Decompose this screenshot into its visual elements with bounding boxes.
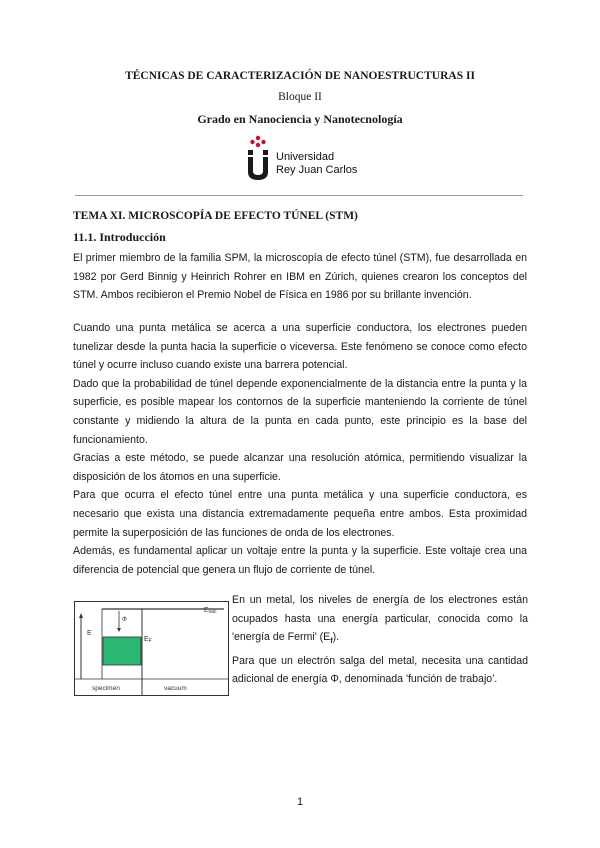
body-paragraph-block [73,319,527,579]
figure-frame [75,602,229,696]
specimen-label: specimen [92,685,120,692]
paragraph: Dado que la probabilidad de túnel depende exponencialmente de la distancia entre la punta y la superficie, es posible mapear los contornos de la superficie manteniendo la corriente de túnel constante y midiendo la altura de la punta en cada punto, este principio es la base del funcionamiento. [73,377,527,446]
section-title: 11.1. Introducción [73,230,166,244]
university-line-1: Universidad [276,151,335,163]
paragraph: Gracias a este método, se puede alcanzar una resolución atómica, permitiendo visualizar la disposición de los átomos en una superficie. [73,452,527,483]
energy-level-diagram [74,601,229,696]
chapter-title: TEMA XI. MICROSCOPÍA DE EFECTO TÚNEL (STM) [73,210,358,222]
e-vac-sub: vac [208,609,217,615]
paragraph [232,591,528,652]
university-name [276,151,357,177]
phi-label: Φ [122,617,127,623]
vacuum-label: vacuum [164,685,187,692]
fermi-text: En un metal, los niveles de energía de los electrones están ocupados hasta una energía particular, conocida como la 'energía de Fermi' (E [232,594,528,644]
fermi-explanation [232,591,528,689]
header-divider [75,195,523,196]
paragraph: Para que un electrón salga del metal, necesita una cantidad adicional de energía Φ, denominada 'función de trabajo'. [232,654,528,686]
university-logo [243,135,373,181]
university-line-2: Rey Juan Carlos [276,164,358,176]
degree-title: Grado en Nanociencia y Nanotecnología [197,112,403,126]
paragraph: El primer miembro de la familia SPM, la microscopía de efecto túnel (STM), fue desarrollada en 1982 por Gerd Binnig y Heinrich Rohrer en IBM en Zúrich, quienes crearon los conceptos del STM. Ambos recibieron el Premio Nobel de Física en 1986 por su brillante invención. [73,252,527,302]
fermi-level-label [144,636,152,644]
paragraph: Además, es fundamental aplicar un voltaje entre la punta y la superficie. Este voltaje crea una diferencia de potencial que genera un flujo de corriente de túnel. [73,545,527,576]
filled-states [103,637,141,665]
vacuum-level-label [204,607,217,615]
fermi-subscript: f [330,638,333,646]
intro-paragraph-block [73,249,527,305]
paragraph: Cuando una punta metálica se acerca a una superficie conductora, los electrones pueden tunelizar desde la punta hacia la superficie o viceversa. Este fenómeno se conoce como efecto túnel y ocurre incluso cuando existe una barrera potencial. [73,322,527,372]
course-title: TÉCNICAS DE CARACTERIZACIÓN DE NANOESTRUCTURAS II [125,70,475,82]
e-vac-letter: E [204,607,209,614]
axis-label: E [87,630,92,637]
block-label: Bloque II [278,91,322,103]
university-emblem-icon [243,135,273,181]
e-f-letter: E [144,636,149,643]
page-number: 1 [296,796,304,808]
fermi-text-end: ). [332,631,340,644]
e-f-sub: F [148,638,152,644]
paragraph: Para que ocurra el efecto túnel entre una punta metálica y una superficie conductora, es necesario que exista una distancia extremadamente pequeña entre ambos. Esta proximidad permite la superposición de las funciones de onda de los electrones. [73,489,527,539]
